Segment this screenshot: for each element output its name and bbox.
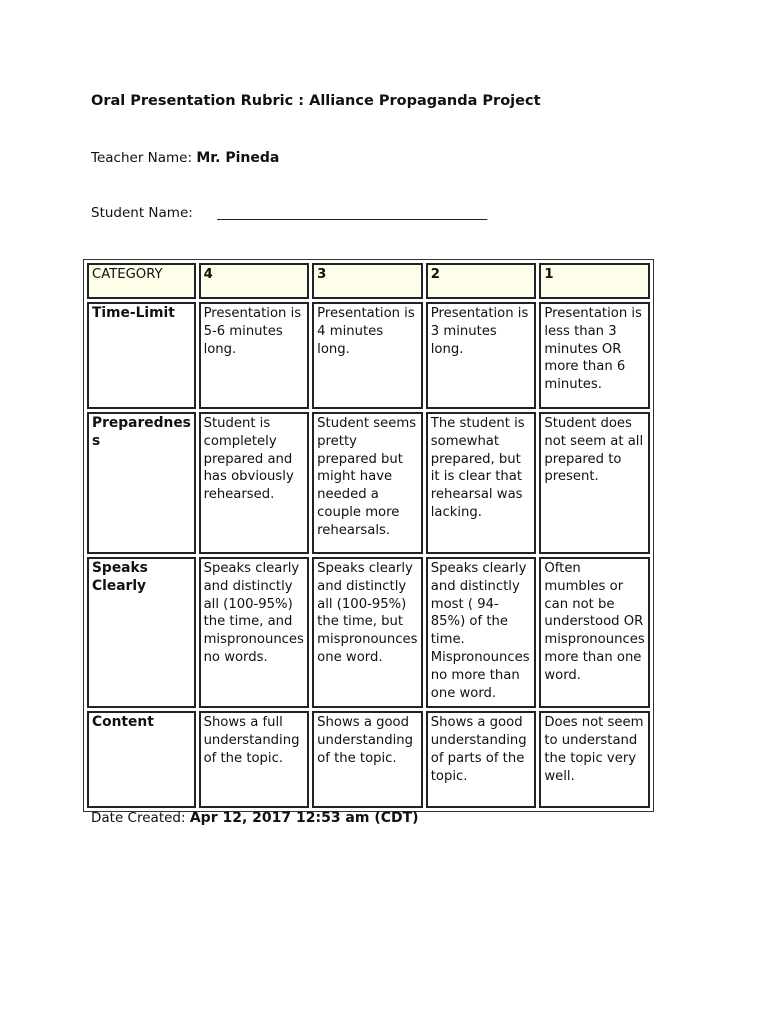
rubric-cell: Student does not seem at all prepared to present. — [539, 412, 650, 554]
category-cell: Speaks Clearly — [87, 557, 196, 708]
rubric-cell: Presentation is 5-6 minutes long. — [199, 302, 310, 409]
category-cell: Time-Limit — [87, 302, 196, 409]
category-cell: Content — [87, 711, 196, 808]
teacher-name-label: Teacher Name: — [91, 150, 193, 166]
rubric-cell: Speaks clearly and distinctly all (100-95%) the time, but mispronounces one word. — [312, 557, 423, 708]
header-score-1: 1 — [539, 263, 650, 299]
rubric-cell: Shows a full understanding of the topic. — [199, 711, 310, 808]
header-category: CATEGORY — [87, 263, 196, 299]
rubric-row-speaks-clearly — [87, 557, 650, 708]
rubric-cell: Presentation is 3 minutes long. — [426, 302, 537, 409]
date-created-label: Date Created: — [91, 810, 186, 826]
document-title: Oral Presentation Rubric : Alliance Propaganda Project — [91, 93, 541, 109]
rubric-cell: Shows a good understanding of parts of the topic. — [426, 711, 537, 808]
rubric-row-time-limit — [87, 302, 650, 409]
teacher-name-value: Mr. Pineda — [196, 150, 280, 166]
header-score-4: 4 — [199, 263, 310, 299]
rubric-cell: Presentation is 4 minutes long. — [312, 302, 423, 409]
rubric-cell: Student seems pretty prepared but might have needed a couple more rehearsals. — [312, 412, 423, 554]
rubric-row-content — [87, 711, 650, 808]
rubric-header-row — [87, 263, 650, 299]
header-score-2: 2 — [426, 263, 537, 299]
rubric-cell: Speaks clearly and distinctly all (100-95%) the time, and mispronounces no words. — [199, 557, 310, 708]
student-name-label: Student Name: — [91, 205, 193, 221]
category-cell: Preparedness — [87, 412, 196, 554]
rubric-cell: Shows a good understanding of the topic. — [312, 711, 423, 808]
header-score-3: 3 — [312, 263, 423, 299]
rubric-cell: Often mumbles or can not be understood OR mispronounces more than one word. — [539, 557, 650, 708]
date-created-line — [91, 810, 419, 826]
teacher-name-line — [91, 150, 279, 166]
date-created-value: Apr 12, 2017 12:53 am (CDT) — [189, 810, 419, 826]
rubric-table — [83, 259, 654, 812]
rubric-cell: Speaks clearly and distinctly most ( 94-85%) of the time. Mispronounces no more than one word. — [426, 557, 537, 708]
rubric-cell: Student is completely prepared and has obviously rehearsed. — [199, 412, 310, 554]
rubric-cell: Does not seem to understand the topic very well. — [539, 711, 650, 808]
rubric-cell: Presentation is less than 3 minutes OR more than 6 minutes. — [539, 302, 650, 409]
student-name-blank: ________________________________________ — [217, 205, 488, 221]
student-name-line — [91, 205, 487, 221]
rubric-cell: The student is somewhat prepared, but it is clear that rehearsal was lacking. — [426, 412, 537, 554]
rubric-row-preparedness — [87, 412, 650, 554]
